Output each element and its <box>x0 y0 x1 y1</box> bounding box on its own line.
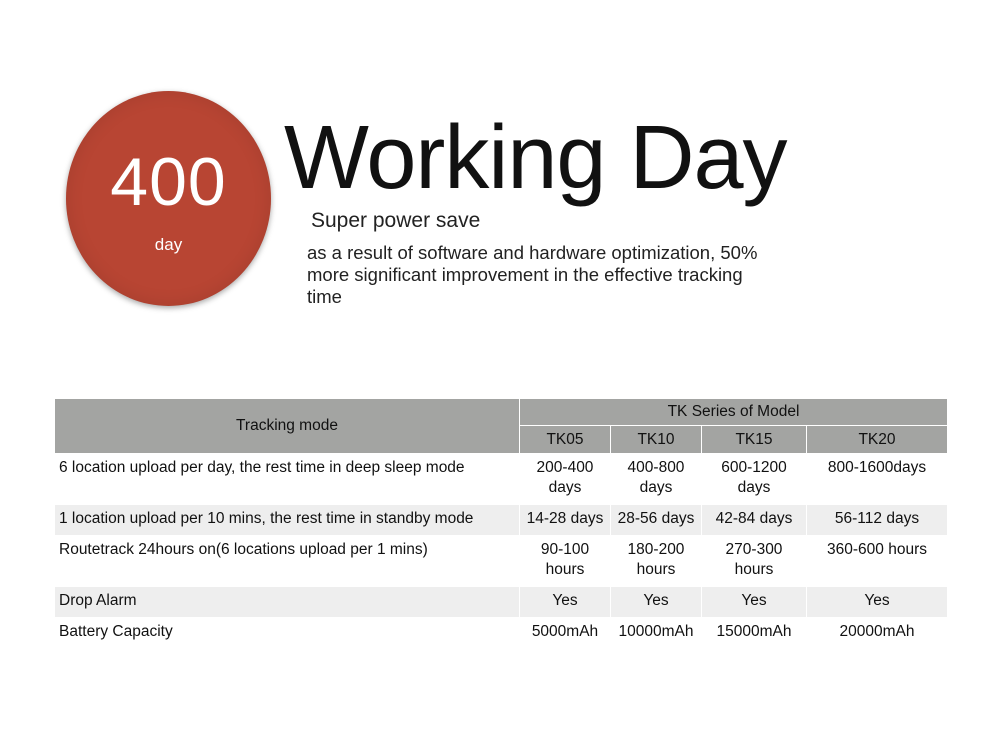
tracking-mode-cell: 1 location upload per 10 mins, the rest time in standby mode <box>55 505 520 536</box>
value-cell: 360-600 hours <box>807 536 948 587</box>
tracking-mode-cell: 6 location upload per day, the rest time in deep sleep mode <box>55 454 520 505</box>
value-cell: 15000mAh <box>702 618 807 649</box>
tracking-mode-header: Tracking mode <box>55 399 520 454</box>
page-description: as a result of software and hardware optimization, 50% more significant improvement in the effective tracking time <box>307 242 758 307</box>
value-cell: 56-112 days <box>807 505 948 536</box>
value-cell: Yes <box>702 587 807 618</box>
value-cell: 90-100 hours <box>520 536 611 587</box>
value-cell: 400-800 days <box>611 454 702 505</box>
table-row <box>55 505 948 536</box>
value-cell: Yes <box>520 587 611 618</box>
table-row <box>55 587 948 618</box>
badge-unit: day <box>154 235 183 254</box>
value-cell: 42-84 days <box>702 505 807 536</box>
value-cell: Yes <box>611 587 702 618</box>
page-subtitle: Super power save <box>311 209 481 232</box>
model-header: TK20 <box>807 426 948 454</box>
value-cell: 270-300 hours <box>702 536 807 587</box>
table-row <box>55 536 948 587</box>
tracking-mode-cell: Battery Capacity <box>55 618 520 649</box>
working-day-badge <box>66 91 271 306</box>
value-cell: Yes <box>807 587 948 618</box>
tracking-mode-cell: Drop Alarm <box>55 587 520 618</box>
value-cell: 800-1600days <box>807 454 948 505</box>
value-cell: 20000mAh <box>807 618 948 649</box>
model-header: TK15 <box>702 426 807 454</box>
model-group-header: TK Series of Model <box>520 399 948 426</box>
value-cell: 14-28 days <box>520 505 611 536</box>
page-title: Working Day <box>284 108 787 208</box>
value-cell: 180-200 hours <box>611 536 702 587</box>
model-header: TK10 <box>611 426 702 454</box>
value-cell: 600-1200 days <box>702 454 807 505</box>
value-cell: 28-56 days <box>611 505 702 536</box>
value-cell: 200-400 days <box>520 454 611 505</box>
value-cell: 10000mAh <box>611 618 702 649</box>
tk-series-spec-table <box>54 398 948 649</box>
badge-number: 400 <box>110 144 227 220</box>
model-header: TK05 <box>520 426 611 454</box>
tracking-mode-cell: Routetrack 24hours on(6 locations upload per 1 mins) <box>55 536 520 587</box>
value-cell: 5000mAh <box>520 618 611 649</box>
table-row <box>55 454 948 505</box>
table-row <box>55 618 948 649</box>
